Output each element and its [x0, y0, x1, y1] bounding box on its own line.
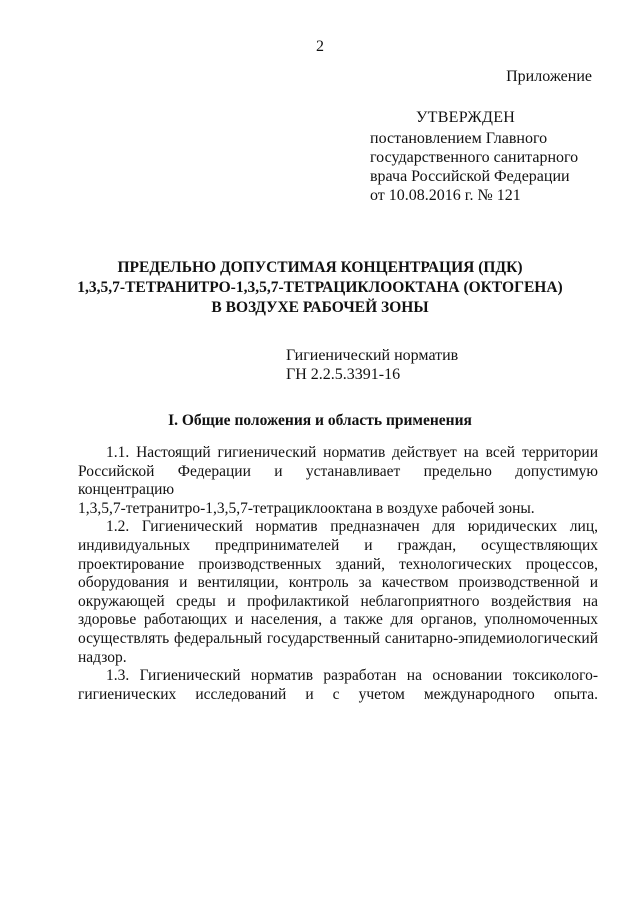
paragraph-line: проектирование производственных зданий, технологических процессов, [78, 555, 598, 573]
approval-date-line: от 10.08.2016 г. № 121 [370, 187, 521, 204]
norm-block [286, 346, 458, 384]
approval-line: врача Российской Федерации [370, 168, 570, 185]
title-line: ПРЕДЕЛЬНО ДОПУСТИМАЯ КОНЦЕНТРАЦИЯ (ПДК) [117, 259, 523, 276]
paragraph-line: Российской Федерации и устанавливает предельно допустимую концентрацию [78, 462, 598, 499]
approval-block [370, 108, 610, 205]
paragraph-line: надзор. [78, 648, 127, 666]
page-number: 2 [316, 38, 324, 55]
paragraph-line: 1.3. Гигиенический норматив разработан на основании токсиколого- [106, 667, 598, 685]
approval-line: постановлением Главного [370, 130, 548, 147]
title-line: В ВОЗДУХЕ РАБОЧЕЙ ЗОНЫ [211, 299, 429, 316]
paragraph-line: окружающей среды и профилактикой неблагоприятного воздействия на [78, 592, 598, 610]
title-line: 1,3,5,7-ТЕТРАНИТРО-1,3,5,7-ТЕТРАЦИКЛООКТАНА (ОКТОГЕНА) [77, 279, 563, 296]
paragraph-line: здоровье работающих и населения, а также для органов, уполномоченных [78, 611, 598, 629]
norm-type: Гигиенический норматив [286, 347, 459, 364]
section-body [78, 444, 598, 704]
paragraph-line: индивидуальных предпринимателей и граждан, осуществляющих [78, 536, 598, 554]
paragraph-line: 1,3,5,7-тетранитро-1,3,5,7-тетрациклооктана в воздухе рабочей зоны. [78, 499, 535, 517]
approved-label: УТВЕРЖДЕН [416, 109, 516, 126]
approval-line: государственного санитарного [370, 149, 579, 166]
paragraph-line: гигиенических исследований и с учетом международного опыта. [78, 685, 598, 703]
section-heading: I. Общие положения и область применения [168, 412, 472, 429]
paragraph-line: 1.1. Настоящий гигиенический норматив действует на всей территории [106, 444, 598, 461]
document-title [0, 258, 640, 318]
paragraph-line: осуществлять федеральный государственный санитарно-эпидемиологический [78, 629, 598, 647]
appendix-label: Приложение [506, 68, 592, 85]
paragraph-line: оборудования и вентиляции, контроль за качеством производственной и [78, 574, 598, 592]
paragraph-line: 1.2. Гигиенический норматив предназначен для юридических лиц, [106, 518, 598, 536]
norm-code: ГН 2.2.5.3391-16 [286, 366, 401, 383]
